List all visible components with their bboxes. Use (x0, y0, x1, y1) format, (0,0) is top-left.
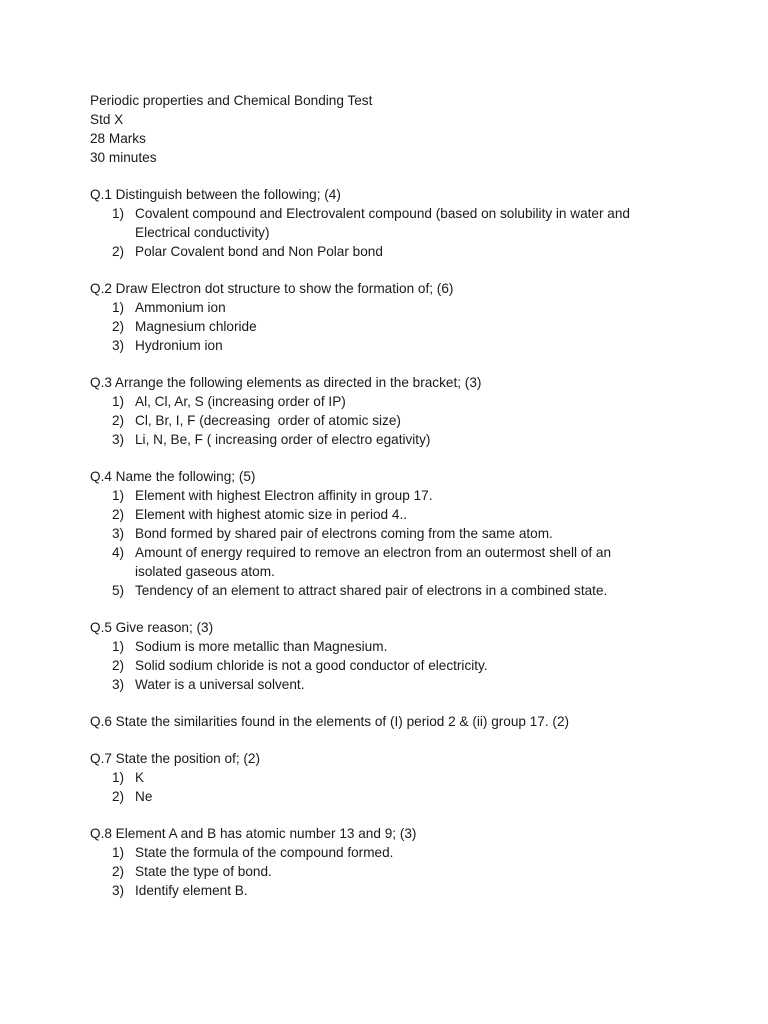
item-text: Polar Covalent bond and Non Polar bond (135, 244, 383, 259)
item-number: 2) (112, 413, 125, 428)
item-number: 2) (112, 658, 125, 673)
list-item (90, 637, 650, 656)
item-number: 3) (112, 432, 125, 447)
item-text: K (135, 770, 145, 785)
list-item (90, 524, 650, 543)
question-items (90, 768, 650, 806)
question-heading: Q.8 Element A and B has atomic number 13 and 9; (3) (90, 826, 417, 841)
item-number: 3) (112, 526, 125, 541)
list-item (90, 430, 650, 449)
item-number: 2) (112, 789, 125, 804)
paper-title: Periodic properties and Chemical Bonding Test (90, 93, 373, 108)
item-number: 1) (112, 206, 125, 221)
item-text: Covalent compound and Electrovalent compound (based on solubility in water and Electrical conductivity) (135, 206, 630, 240)
list-item (90, 317, 650, 336)
item-text: Al, Cl, Ar, S (increasing order of IP) (135, 394, 346, 409)
question-7 (90, 749, 650, 806)
list-item (90, 411, 650, 430)
item-text: Ammonium ion (135, 300, 226, 315)
question-items (90, 486, 650, 600)
list-item (90, 543, 650, 581)
list-item (90, 505, 650, 524)
item-number: 1) (112, 300, 125, 315)
item-number: 2) (112, 319, 125, 334)
item-number: 2) (112, 507, 125, 522)
list-item (90, 336, 650, 355)
item-text: Li, N, Be, F ( increasing order of electro egativity) (135, 432, 431, 447)
list-item (90, 486, 650, 505)
item-number: 1) (112, 488, 125, 503)
paper-time: 30 minutes (90, 150, 157, 165)
item-number: 3) (112, 883, 125, 898)
item-text: Element with highest atomic size in period 4.. (135, 507, 408, 522)
question-items (90, 637, 650, 694)
list-item (90, 843, 650, 862)
question-1 (90, 185, 650, 261)
question-heading: Q.6 State the similarities found in the elements of (I) period 2 & (ii) group 17. (2) (90, 714, 570, 729)
item-number: 3) (112, 677, 125, 692)
list-item (90, 581, 650, 600)
question-heading: Q.2 Draw Electron dot structure to show the formation of; (6) (90, 281, 454, 296)
list-item (90, 675, 650, 694)
item-text: Ne (135, 789, 153, 804)
list-item (90, 787, 650, 806)
item-text: State the formula of the compound formed. (135, 845, 394, 860)
question-heading: Q.1 Distinguish between the following; (4) (90, 187, 341, 202)
question-2 (90, 279, 650, 355)
question-heading: Q.4 Name the following; (5) (90, 469, 256, 484)
item-text: Sodium is more metallic than Magnesium. (135, 639, 388, 654)
list-item (90, 298, 650, 317)
list-item (90, 881, 650, 900)
question-5 (90, 618, 650, 694)
question-items (90, 204, 650, 261)
list-item (90, 862, 650, 881)
list-item (90, 392, 650, 411)
item-text: Magnesium chloride (135, 319, 257, 334)
paper-marks: 28 Marks (90, 131, 146, 146)
paper-header (90, 91, 650, 167)
list-item (90, 768, 650, 787)
paper-std: Std X (90, 112, 124, 127)
question-heading: Q.3 Arrange the following elements as directed in the bracket; (3) (90, 375, 482, 390)
question-items (90, 392, 650, 449)
item-text: State the type of bond. (135, 864, 272, 879)
item-text: Tendency of an element to attract shared pair of electrons in a combined state. (135, 583, 608, 598)
question-heading: Q.7 State the position of; (2) (90, 751, 261, 766)
test-paper (90, 91, 650, 900)
item-number: 4) (112, 545, 125, 560)
item-number: 2) (112, 244, 125, 259)
item-text: Cl, Br, I, F (decreasing order of atomic size) (135, 413, 401, 428)
item-number: 1) (112, 770, 125, 785)
item-number: 1) (112, 845, 125, 860)
question-heading: Q.5 Give reason; (3) (90, 620, 214, 635)
item-text: Bond formed by shared pair of electrons coming from the same atom. (135, 526, 553, 541)
item-text: Identify element B. (135, 883, 248, 898)
item-number: 1) (112, 394, 125, 409)
item-text: Element with highest Electron affinity in group 17. (135, 488, 433, 503)
item-text: Amount of energy required to remove an electron from an outermost shell of an isolated gaseous atom. (135, 545, 612, 579)
question-8 (90, 824, 650, 900)
list-item (90, 242, 650, 261)
item-text: Water is a universal solvent. (135, 677, 305, 692)
list-item (90, 656, 650, 675)
question-3 (90, 373, 650, 449)
question-items (90, 843, 650, 900)
question-4 (90, 467, 650, 600)
item-text: Hydronium ion (135, 338, 223, 353)
list-item (90, 204, 650, 242)
item-number: 5) (112, 583, 125, 598)
item-text: Solid sodium chloride is not a good conductor of electricity. (135, 658, 488, 673)
question-items (90, 298, 650, 355)
question-6 (90, 712, 650, 731)
item-number: 1) (112, 639, 125, 654)
item-number: 2) (112, 864, 125, 879)
item-number: 3) (112, 338, 125, 353)
